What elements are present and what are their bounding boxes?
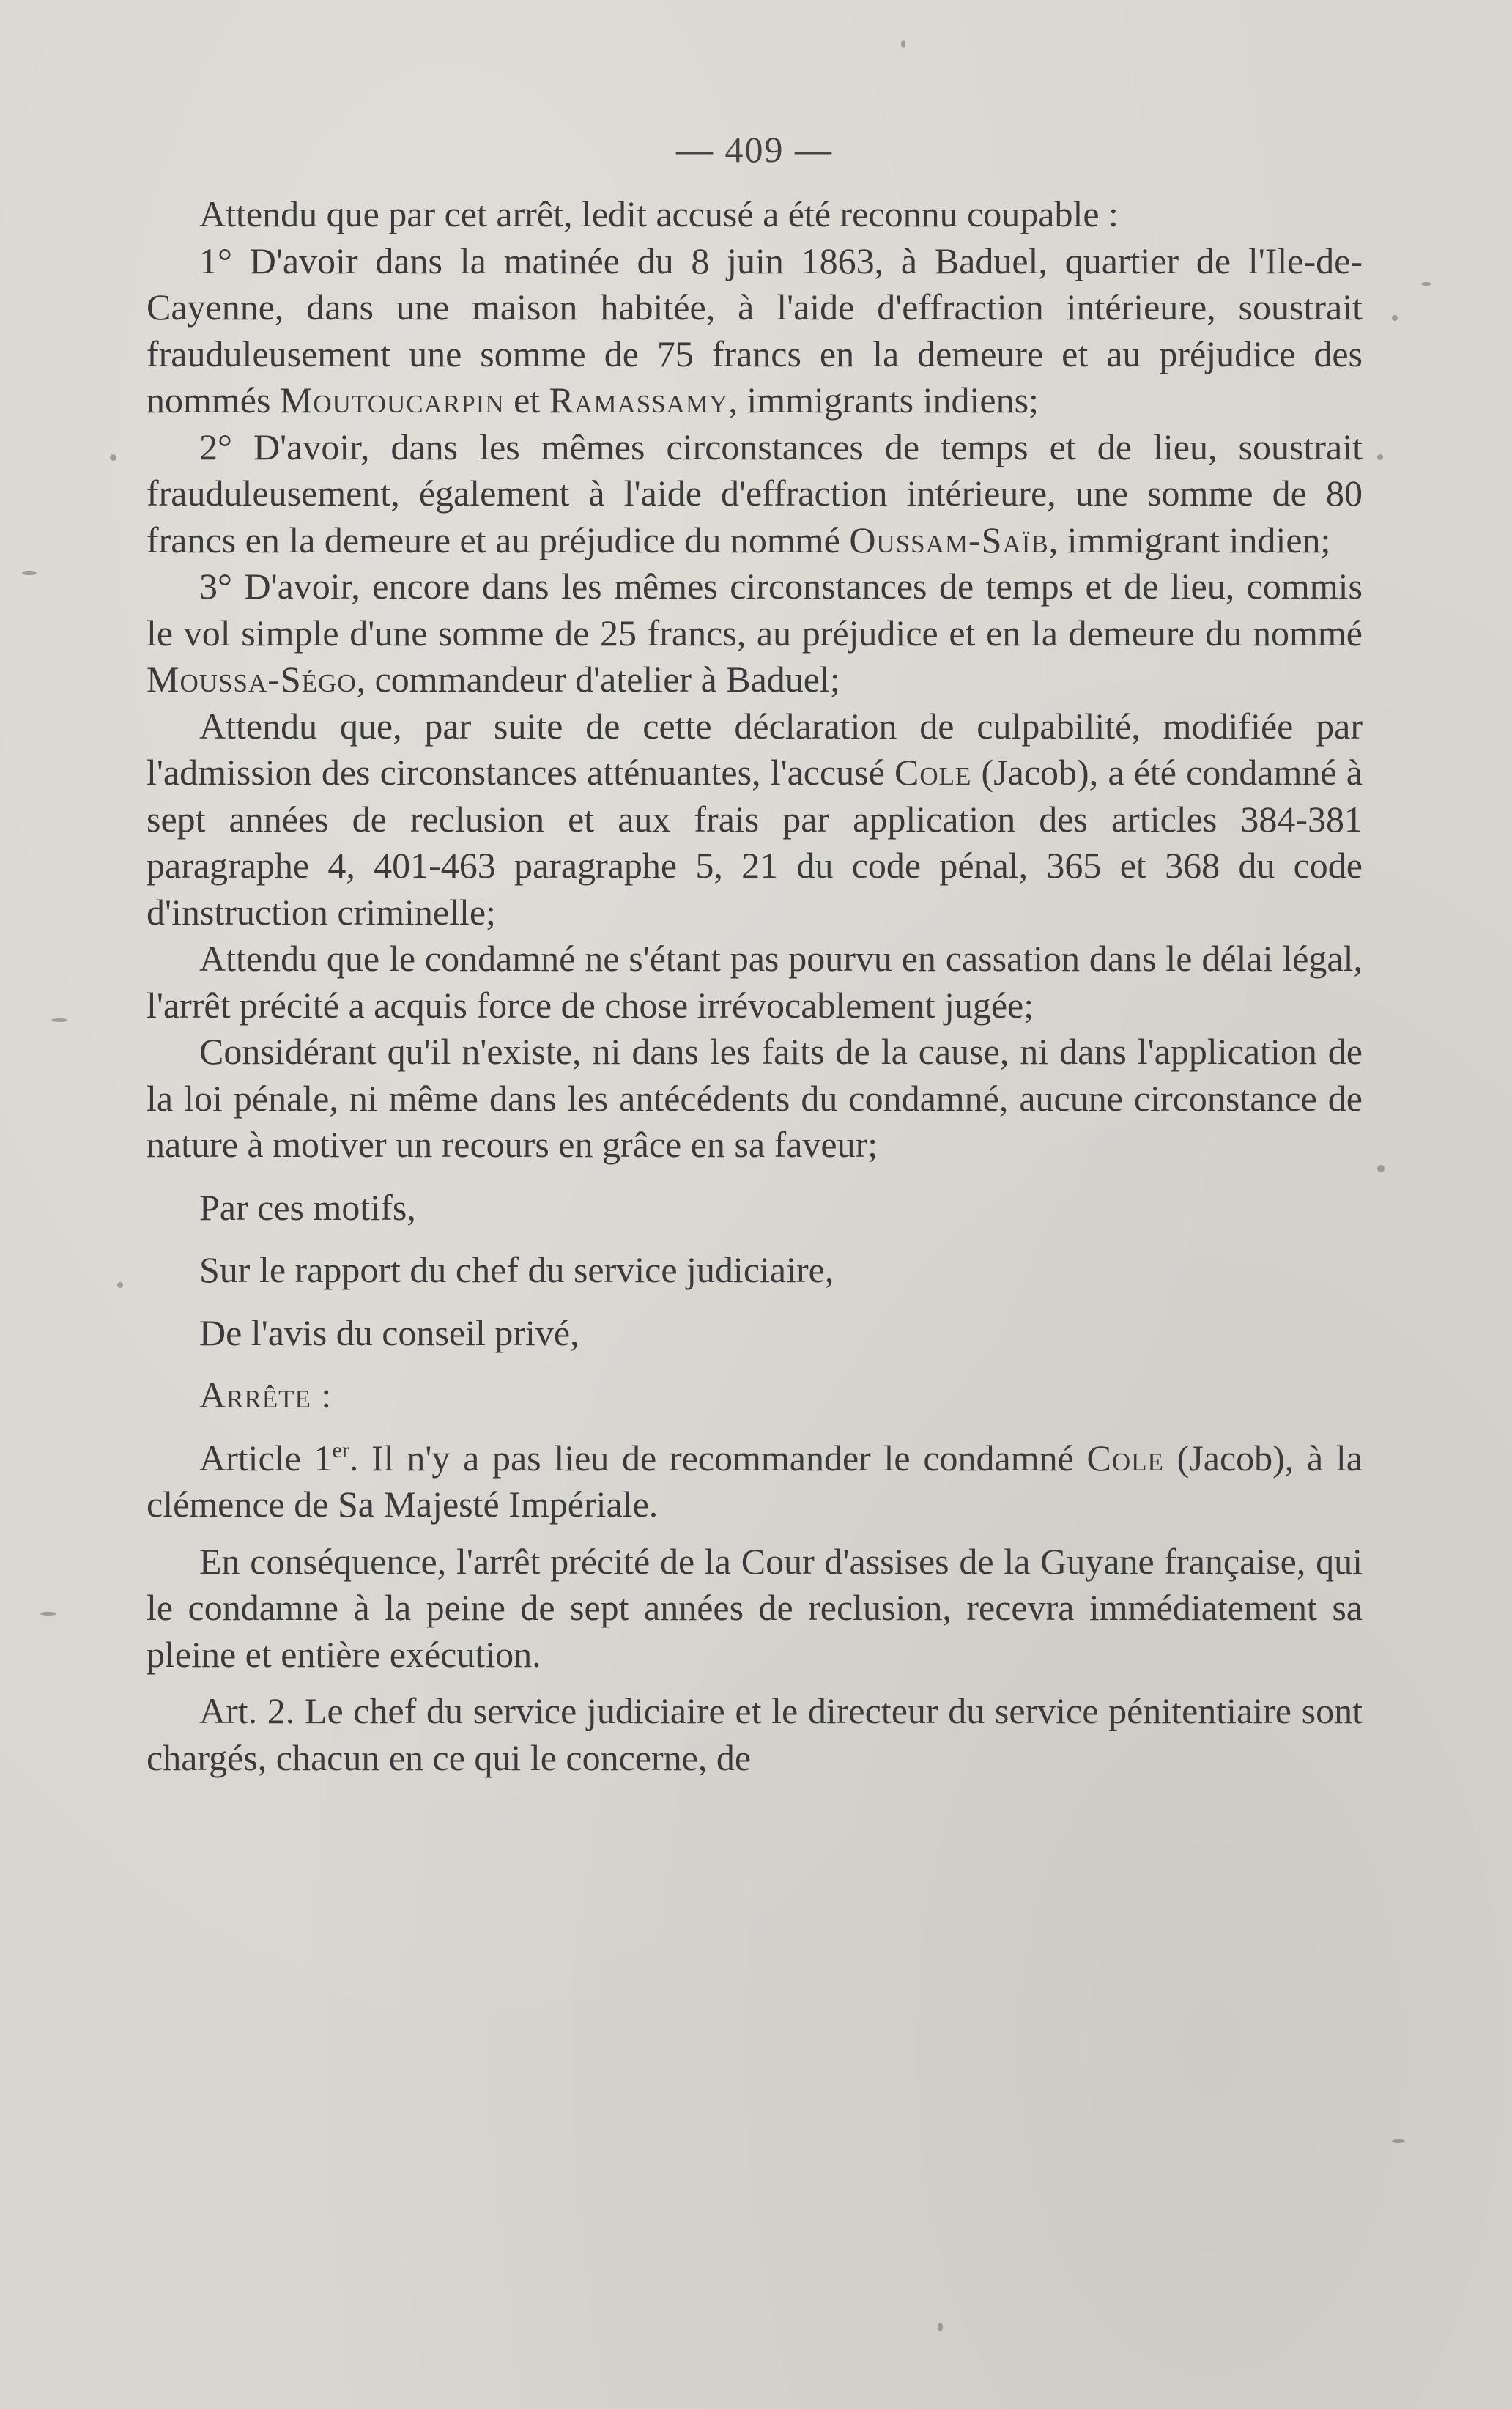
paper-speck [1392, 2139, 1405, 2143]
person-name: Cole [894, 752, 972, 793]
person-name: Oussam-Saïb [849, 519, 1049, 560]
paper-speck [1392, 315, 1398, 321]
paper-speck [51, 1018, 67, 1022]
text-segment: , immigrants indiens; [728, 380, 1039, 421]
paper-speck [901, 40, 905, 48]
paragraph-avis: De l'avis du conseil privé, [199, 1311, 579, 1353]
text-segment: (Jacob), à la clémence de Sa Majesté Impériale. [147, 1437, 1363, 1525]
paragraph-count-2 [147, 424, 1363, 564]
paragraph-force-jugee: Attendu que le condamné ne s'étant pas pourvu en cassation dans le délai légal, l'arrêt précité a acquis force de chose irrévocablement jugée; [147, 938, 1363, 1026]
person-name: Cole [1086, 1437, 1164, 1479]
text-segment: Article 1 [199, 1437, 333, 1479]
paper-speck [1377, 454, 1383, 460]
paragraph-consequence: En conséquence, l'arrêt précité de la Cour d'assises de la Guyane française, qui le condamne à la peine de sept années de reclusion, recevra immédiatement sa pleine et entière exécution. [147, 1540, 1363, 1675]
page-number: — 409 — [676, 129, 833, 170]
text-segment: et [504, 380, 549, 421]
text-segment: (Jacob), a été condamné à sept années de reclusion et aux frais par application des articles 384-381 paragraphe 4, 401-463 paragraphe 5, 21 du code pénal, 365 et 368 du code d'instruction criminelle; [147, 752, 1363, 933]
superscript: er [332, 1437, 349, 1462]
text-segment: 2° D'avoir, dans les mêmes circonstances de temps et de lieu, soustrait frauduleusement, également à l'aide d'effraction intérieure, une somme de 80 francs en la demeure et au préjudice du nommé [147, 426, 1363, 560]
paragraph-count-3 [147, 563, 1363, 703]
text-segment: 1° D'avoir dans la matinée du 8 juin 1863, à Baduel, quartier de l'Ile-de-Cayenne, dans une maison habitée, à l'aide d'effraction intérieure, soustrait frauduleusement une somme de 75 francs en la demeure et au préjudice des nommés [147, 240, 1363, 421]
paragraph-condamnation [147, 703, 1363, 936]
paragraph-considerant: Considérant qu'il n'existe, ni dans les faits de la cause, ni dans l'application de la loi pénale, ni même dans les antécédents du condamné, aucune circonstance de nature à motiver un recours en grâce en sa faveur; [147, 1031, 1363, 1165]
paper-speck [1377, 1165, 1385, 1172]
paper-speck [110, 454, 116, 461]
paper-speck [1421, 282, 1431, 286]
paragraph-motifs: Par ces motifs, [199, 1186, 416, 1228]
paragraph-rapport: Sur le rapport du chef du service judiciaire, [199, 1249, 834, 1290]
paragraph-article-1 [147, 1435, 1363, 1528]
person-name: Moussa-Ségo [147, 659, 357, 700]
paper-speck [117, 1282, 123, 1288]
paragraph-count-1 [147, 238, 1363, 424]
text-segment: 3° D'avoir, encore dans les mêmes circonstances de temps et de lieu, commis le vol simple d'une somme de 25 francs, au préjudice et en la demeure du nommé [147, 566, 1363, 654]
paragraph-attendu-coupable: Attendu que par cet arrêt, ledit accusé a été reconnu coupable : [199, 193, 1119, 234]
person-name: Ramassamy [549, 380, 729, 421]
paper-speck [40, 1612, 56, 1616]
text-segment: , commandeur d'atelier à Baduel; [356, 659, 840, 700]
person-name: Moutoucarpin [279, 380, 505, 421]
paragraph-article-2: Art. 2. Le chef du service judiciaire et le directeur du service pénitentiaire sont chargés, chacun en ce qui le concerne, de [147, 1690, 1363, 1778]
text-segment: Attendu que, par suite de cette déclaration de culpabilité, modifiée par l'admission des circonstances atténuantes, l'accusé [147, 705, 1363, 793]
paper-speck [22, 571, 37, 575]
paper-speck [938, 2323, 943, 2331]
text-segment: . Il n'y a pas lieu de recommander le condamné [349, 1437, 1087, 1479]
paragraph-arrete-heading: Arrête : [199, 1374, 333, 1416]
text-segment: , immigrant indien; [1048, 519, 1331, 560]
document-page [147, 128, 1363, 1781]
